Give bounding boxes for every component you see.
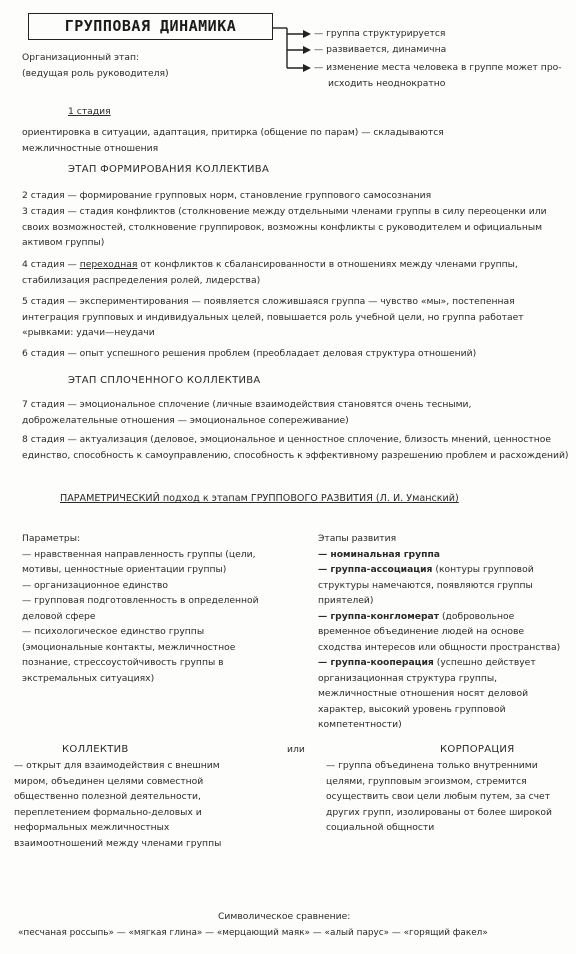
stage4-rest: от конфликтов к сбалансированности в отношениях между членами группы, стабилизация распределения ролей, лидерства) xyxy=(22,259,518,286)
stage4-underlined: переходная xyxy=(79,259,138,270)
arrow-item: исходить неоднократно xyxy=(328,78,446,89)
corporation-heading: КОРПОРАЦИЯ xyxy=(440,744,515,755)
arrow-item: — развивается, динамична xyxy=(314,44,447,55)
stage3-text: 3 стадия — стадия конфликтов (столкновение между отдельными членами группы в силу переоценки или своих возможностей, столкновение группировок, возможны конфликты с руководителем и официальным активом группы) xyxy=(22,206,547,248)
dev-stages-heading: Этапы развития xyxy=(318,533,397,544)
stage4-text xyxy=(22,257,570,288)
conglomerate-label: — группа-конгломерат xyxy=(318,610,440,622)
association-desc: (контуры групповой структуры намечаются, появляются группы приятелей) xyxy=(318,564,534,606)
cooperation-desc: (успешно действует организационная структура группы, межличностные отношения носят деловой характер, высокий уровень групповой компетентности) xyxy=(318,657,536,730)
collective-heading: КОЛЛЕКТИВ xyxy=(62,744,129,755)
collective-text: — открыт для взаимодействия с внешним миром, объединен целями совместной общественно полезной деятельности, переплетением формально-деловых и неформальных межличностных взаимоотношений между членами группы xyxy=(14,760,222,849)
formation-heading: ЭТАП ФОРМИРОВАНИЯ КОЛЛЕКТИВА xyxy=(68,164,270,175)
params-column xyxy=(22,531,282,686)
branch-arrows-icon xyxy=(273,24,313,74)
stage1-text: ориентировка в ситуации, адаптация, притирка (общение по парам) — складываются межличностные отношения xyxy=(22,127,444,154)
association-label: — группа-ассоциация xyxy=(318,564,433,575)
symbolic-text: «песчаная россыпь» — «мягкая глина» — «мерцающий маяк» — «алый парус» — «горящий факел» xyxy=(18,928,488,938)
params-item: — нравственная направленность группы (цели, мотивы, ценностные ориентации группы) xyxy=(22,548,256,575)
org-stage-label: Организационный этап: xyxy=(22,52,140,63)
stage8-text: 8 стадия — актуализация (деловое, эмоциональное и ценностное сплочение, близость мнений, ценностное единство, способность к самоуправлению, способность к эффективному разрешению проблем и расхождений) xyxy=(22,434,569,461)
stage6-text: 6 стадия — опыт успешного решения проблем (преобладает деловая структура отношений) xyxy=(22,348,477,359)
params-item: — организационное единство xyxy=(22,579,168,591)
cooperation-group xyxy=(318,655,566,733)
cohesion-heading: ЭТАП СПЛОЧЕННОГО КОЛЛЕКТИВА xyxy=(68,375,261,386)
params-heading: Параметры: xyxy=(22,533,81,544)
page-title: ГРУППОВАЯ ДИНАМИКА xyxy=(28,13,273,40)
stage2-text: 2 стадия — формирование групповых норм, становление группового самосознания xyxy=(22,190,432,201)
arrow-item: — группа структурируется xyxy=(314,28,446,39)
arrow-item: — изменение места человека в группе может про- xyxy=(314,62,562,73)
or-label: или xyxy=(287,744,305,755)
association-group xyxy=(318,562,566,609)
stage7-text: 7 стадия — эмоциональное сплочение (личные взаимодействия становятся очень тесными, доброжелательные отношения — эмоциональное сопереживание) xyxy=(22,399,472,426)
stage4-prefix: 4 стадия — xyxy=(22,259,80,270)
corporation-text: — группа объединена только внутренними целями, групповым эгоизмом, стремится осуществить свои цели любым путем, за счет других групп, изолированы от более широкой социальной общности xyxy=(326,760,552,833)
params-item: — групповая подготовленность в определенной деловой сфере xyxy=(22,595,259,622)
org-stage-note: (ведущая роль руководителя) xyxy=(22,68,169,79)
params-item: — психологическое единство группы (эмоциональные контакты, межличностное познание, стрессоустойчивость группы в экстремальных ситуациях) xyxy=(22,626,236,684)
stage1-heading: 1 стадия xyxy=(68,106,111,117)
dev-stages-column xyxy=(318,531,566,733)
cooperation-label: — группа-кооперация xyxy=(318,657,434,668)
symbolic-heading: Символическое сравнение: xyxy=(218,911,351,922)
stage5-text: 5 стадия — экспериментирования — появляется сложившаяся группа — чувство «мы», постепенная интеграция групповых и индивидуальных целей, повышается роль учебной цели, но группа работает «рывками: удачи—неудачи xyxy=(22,296,524,338)
parametric-heading: ПАРАМЕТРИЧЕСКИЙ подход к этапам ГРУППОВОГО РАЗВИТИЯ (Л. И. Уманский) xyxy=(60,493,459,504)
conglomerate-desc: (добровольное временное объединение людей на основе сходства интересов или общности пространства) xyxy=(318,610,561,653)
nominal-group: — номинальная группа xyxy=(318,548,440,560)
conglomerate-group xyxy=(318,609,566,656)
